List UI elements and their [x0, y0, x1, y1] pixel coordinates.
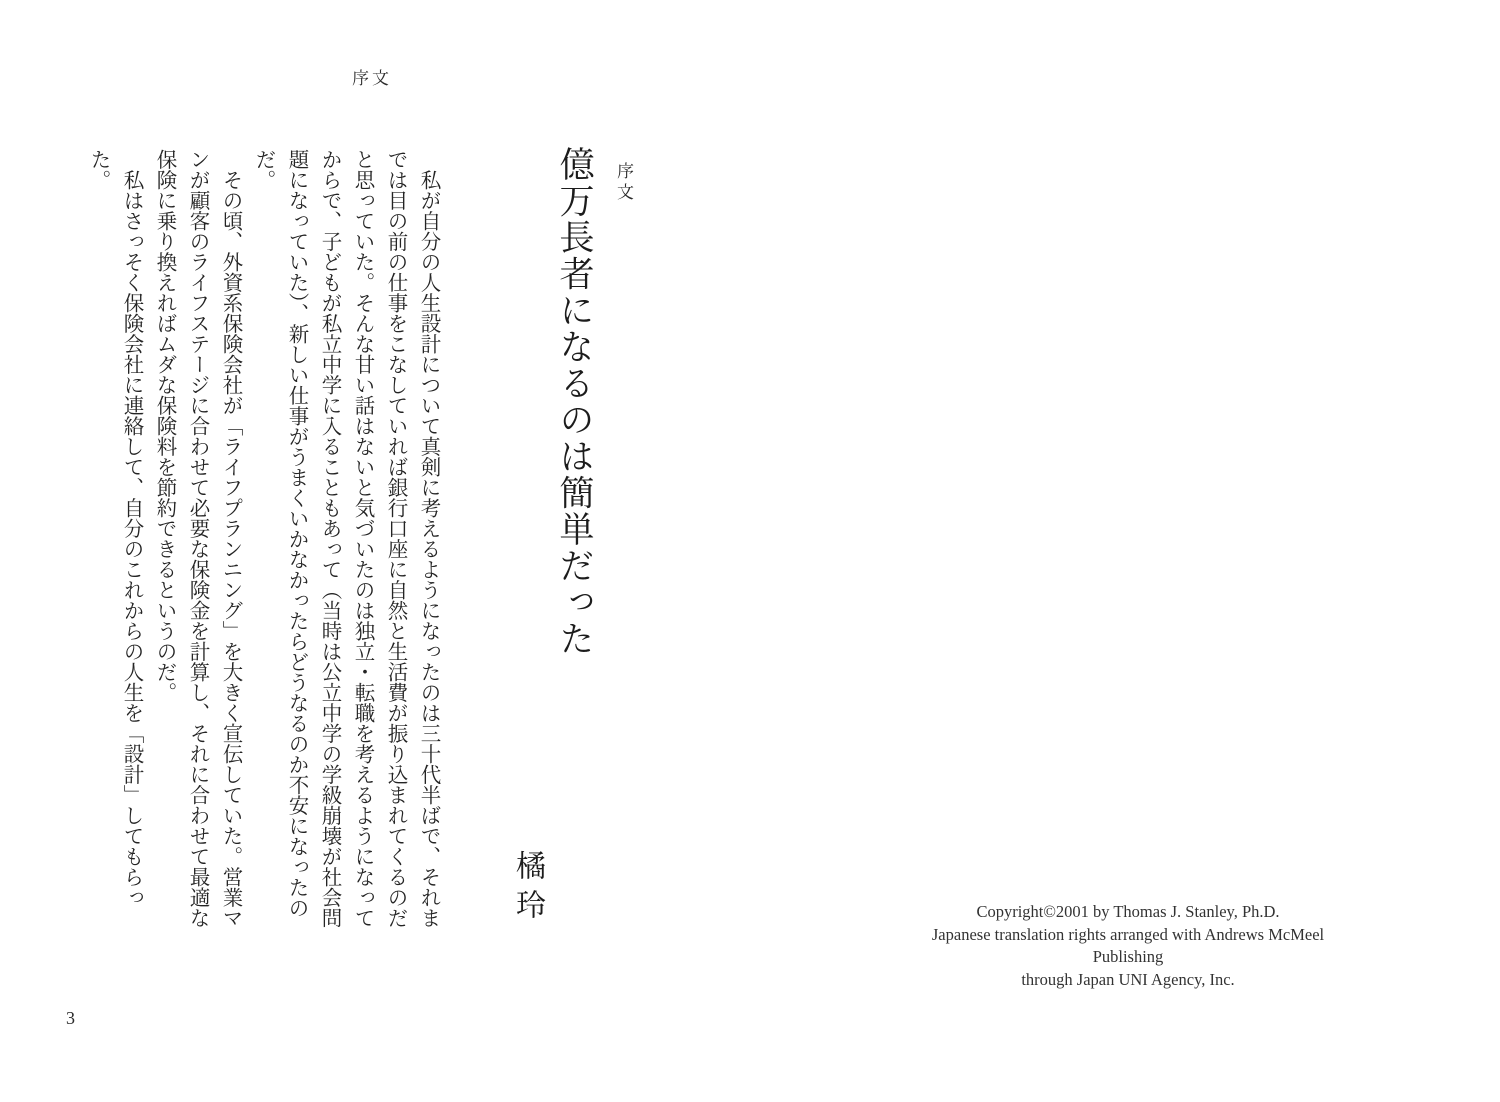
copyright-line: Copyright©2001 by Thomas J. Stanley, Ph.D. [976, 902, 1280, 921]
author-name: 橘玲 [511, 850, 544, 928]
body-paragraph: 私はさっそく保険会社に連絡して、自分のこれからの人生を「設計」してもらった。 [87, 149, 142, 908]
preface-title: 億万長者になるのは簡単だった [555, 146, 594, 657]
copyright-line: through Japan UNI Agency, Inc. [1021, 969, 1235, 989]
body-paragraph: 私が自分の人生設計について真剣に考えるようになったのは三十代半ばで、それまでは目の前の仕事をこなしていれば銀行口座に自然と生活費が振り込まれてくるのだと思っていた。そんな甘い話はないと気づいたのは独立・転職を考えるようになってからで、子どもが私立中学に入ることもあって（当時は公立中学の学級崩壊が社会問題になっていた）、新しい仕事がうまくいかなかったらどうなるのか不安になったのだ。 [252, 149, 439, 928]
page-number: 3 [66, 1008, 75, 1028]
preface-section-label: 序文 [614, 162, 633, 204]
running-header: 序文 [352, 69, 392, 88]
copyright-line: Japanese translation rights arranged with Andrews McMeel Publishing [931, 924, 1325, 966]
copyright-notice [898, 901, 1358, 991]
preface-body [87, 149, 444, 930]
body-paragraph: その頃、外資系保険会社が「ライフプランニング」を大きく宣伝していた。営業マンが顧客のライフステージに合わせて必要な保険金を計算し、それに合わせて最適な保険に乗り換えればムダな保険料を節約できるというのだ。 [153, 149, 241, 928]
